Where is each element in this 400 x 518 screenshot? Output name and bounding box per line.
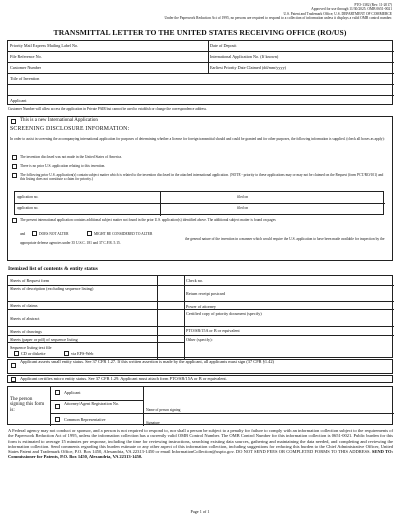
application-no-field-2[interactable]: application no. xyxy=(17,206,39,210)
efs-web-label: via EFS-Web xyxy=(71,351,94,356)
prior-apps-label: The following prior U.S. application(s) contain subject matter which is related to the invention disclosed in the attached international application. (NOTE - priority to these applications may or may not be claimed on the Request (form PCT/RO/101) and this listing does not constitute a claim for priority.) xyxy=(20,173,384,182)
cd-diskette-label: CD or diskette xyxy=(21,351,46,356)
itemized-heading: Itemized list of contents & entity status xyxy=(8,266,98,272)
title-of-invention-field[interactable]: Title of Invention xyxy=(10,76,40,81)
micro-entity-checkbox[interactable] xyxy=(11,377,16,382)
application-no-field-1[interactable]: application no. xyxy=(17,195,39,199)
sheets-request-form[interactable]: Sheets of Request form xyxy=(10,278,50,283)
signing-table xyxy=(7,386,393,425)
date-of-deposit-field[interactable]: Date of Deposit xyxy=(210,43,237,48)
applicant-label: Applicant xyxy=(64,390,81,395)
form-title: TRANSMITTAL LETTER TO THE UNITED STATES RECEIVING OFFICE (RO/US) xyxy=(53,28,347,37)
certified-priority-copy[interactable]: Certified copy of priority document (specify) xyxy=(186,311,262,316)
form-number: PTO-1382 (Rev. 11-2017) xyxy=(354,3,392,7)
power-of-attorney[interactable]: Power of attorney xyxy=(186,304,217,309)
does-not-alter-checkbox[interactable] xyxy=(32,231,37,236)
intl-app-no-field[interactable]: International Application No. (If known) xyxy=(210,54,279,59)
screening-intro: In order to assist in screening the accompanying international application for purposes of determining whether a license for foreign transmittal should and could be granted and for other purposes, the following information is supplied. (check all boxes as apply): xyxy=(10,137,385,141)
additional-matter-label: The present international application contains additional subject matter not found in the prior U.S. application(s) identified above. The additional subject matter is found on pages xyxy=(20,218,276,222)
sheets-description[interactable]: Sheets of description (excluding sequence listing) xyxy=(10,286,94,291)
approval-note: Approved for use through 11/30/2025. OMB 0651-0021 xyxy=(311,7,392,12)
check-no-field[interactable]: Check no. xyxy=(186,278,203,283)
file-reference-field[interactable]: File Reference No. xyxy=(10,54,42,59)
earliest-priority-field[interactable]: Earliest Priority Date Claimed (dd/mm/yyyy) xyxy=(210,65,287,70)
sequence-text-file-label: Sequence listing text file xyxy=(10,345,52,350)
new-application-label: This is a new International Application xyxy=(20,118,98,123)
does-not-alter-label: DOES NOT ALTER xyxy=(39,232,69,236)
might-alter-checkbox[interactable] xyxy=(87,231,92,236)
other-specify-field[interactable]: Other (specify): xyxy=(186,337,213,342)
sheets-drawings[interactable]: Sheets of drawings xyxy=(10,329,42,334)
attorney-label: Attorney/Agent Registration No. xyxy=(64,401,120,406)
filed-on-field-1[interactable]: filed on xyxy=(237,195,249,199)
not-made-in-us-label: The invention disclosed was not made in the United States of America. xyxy=(20,155,122,159)
and-label: and xyxy=(20,232,26,236)
micro-entity-label: Applicant certifies micro entity status. See 37 CFR 1.29. Applicant must attach form PTO/SB/15A or B or equivalent. xyxy=(20,375,227,381)
filed-on-field-2[interactable]: filed on xyxy=(237,206,249,210)
top-fields-table xyxy=(7,40,393,105)
burden-text: A Federal agency may not conduct or sponsor, and a person is not required to respond to, nor shall a person be subject to a penalty for failure to comply with an information collection subject to the requirements of the Paperwork Reduction Act of 1995, unless the information collection has a currently valid OMB Control Number. The OMB Control Number for this information collection is 0651-0021. Public burden for this form is estimated to average 15 minutes per response, including the time for reviewing instructions, searching existing data sources, gathering and maintaining the data needed, and completing and reviewing the information collection. Send comments regarding this burden estimate or any other aspect of this information collection, including suggestions for reducing this burden to the Chief Administrative Officer, United States Patent and Trademark Office, P.O. Box 1450, Alexandria, VA 22313-1450 or email InformationCollection@uspto.gov. DO NOT SEND FEES OR COMPLETED FORMS TO THIS ADDRESS. xyxy=(8,428,393,454)
additional-matter-checkbox[interactable] xyxy=(12,218,17,223)
no-prior-app-label: There is no prior U.S. application relating to this invention. xyxy=(20,164,106,168)
signing-person-label: The person signing this form is: xyxy=(10,397,45,413)
screening-heading: SCREENING DISCLOSURE INFORMATION: xyxy=(10,126,130,132)
itemized-table xyxy=(7,275,393,358)
prior-apps-checkbox[interactable] xyxy=(12,173,17,178)
sheets-abstract[interactable]: Sheets of abstract xyxy=(10,316,40,321)
no-prior-app-checkbox[interactable] xyxy=(12,164,17,169)
customer-number-field[interactable]: Customer Number xyxy=(10,65,42,70)
prior-apps-table xyxy=(14,191,384,215)
small-entity-checkbox[interactable] xyxy=(11,363,16,368)
cd-diskette-checkbox[interactable] xyxy=(14,351,19,356)
signature-field[interactable]: Signature xyxy=(146,421,160,425)
alter-tail-text: the general nature of the invention in a manner which would require the U.S. application to have been made available for inspection by the appropriate defense agencies under 35 U.S.C. 181 and 37 C.F.R. 5.15. xyxy=(20,236,385,245)
common-rep-label: Common Representative xyxy=(64,417,106,422)
page-number: Page 1 of 1 xyxy=(190,509,210,514)
form-header xyxy=(12,3,392,20)
sheets-sequence-listing[interactable]: Sheets (paper or pdf) of sequence listing xyxy=(10,337,78,342)
attorney-checkbox[interactable] xyxy=(55,404,60,409)
office-name: U.S. Patent and Trademark Office; U.S. DEPARTMENT OF COMMERCE xyxy=(283,11,392,16)
return-receipt-postcard[interactable]: Return receipt postcard xyxy=(186,291,226,296)
pto-sb15a-equivalent[interactable]: PTO/SB/15A or B or equivalent xyxy=(186,328,240,333)
not-made-in-us-checkbox[interactable] xyxy=(12,155,17,160)
applicant-checkbox[interactable] xyxy=(55,390,60,395)
send-to-text: SEND TO: Commissioner for Patents, P.O. Box 1450, Alexandria, VA 22313-1450. xyxy=(8,449,393,460)
common-rep-checkbox[interactable] xyxy=(55,417,60,422)
efs-web-checkbox[interactable] xyxy=(64,351,69,356)
sheets-claims[interactable]: Sheets of claims xyxy=(10,303,38,308)
paperwork-notice: Under the Paperwork Reduction Act of 1995, no persons are required to respond to a collection of information unless it displays a valid OMB control number. xyxy=(164,15,392,20)
applicant-field[interactable]: Applicant xyxy=(10,98,27,103)
mailing-label-field[interactable]: Priority Mail Express Mailing Label No. xyxy=(10,43,79,48)
name-of-person-field[interactable]: Name of person signing xyxy=(146,408,181,412)
customer-number-note: Customer Number will allow access the application in Private PAIR but cannot be used to establish or change the correspondence address. xyxy=(8,107,207,111)
small-entity-label: Applicant asserts small entity status. See 37 CFR 1.27. If this written assertion is made by the applicant, all applicants must sign (37 CFR §1.42) xyxy=(20,359,275,364)
burden-statement xyxy=(8,428,393,460)
might-alter-label: MIGHT BE CONSIDERED TO ALTER xyxy=(94,232,153,236)
